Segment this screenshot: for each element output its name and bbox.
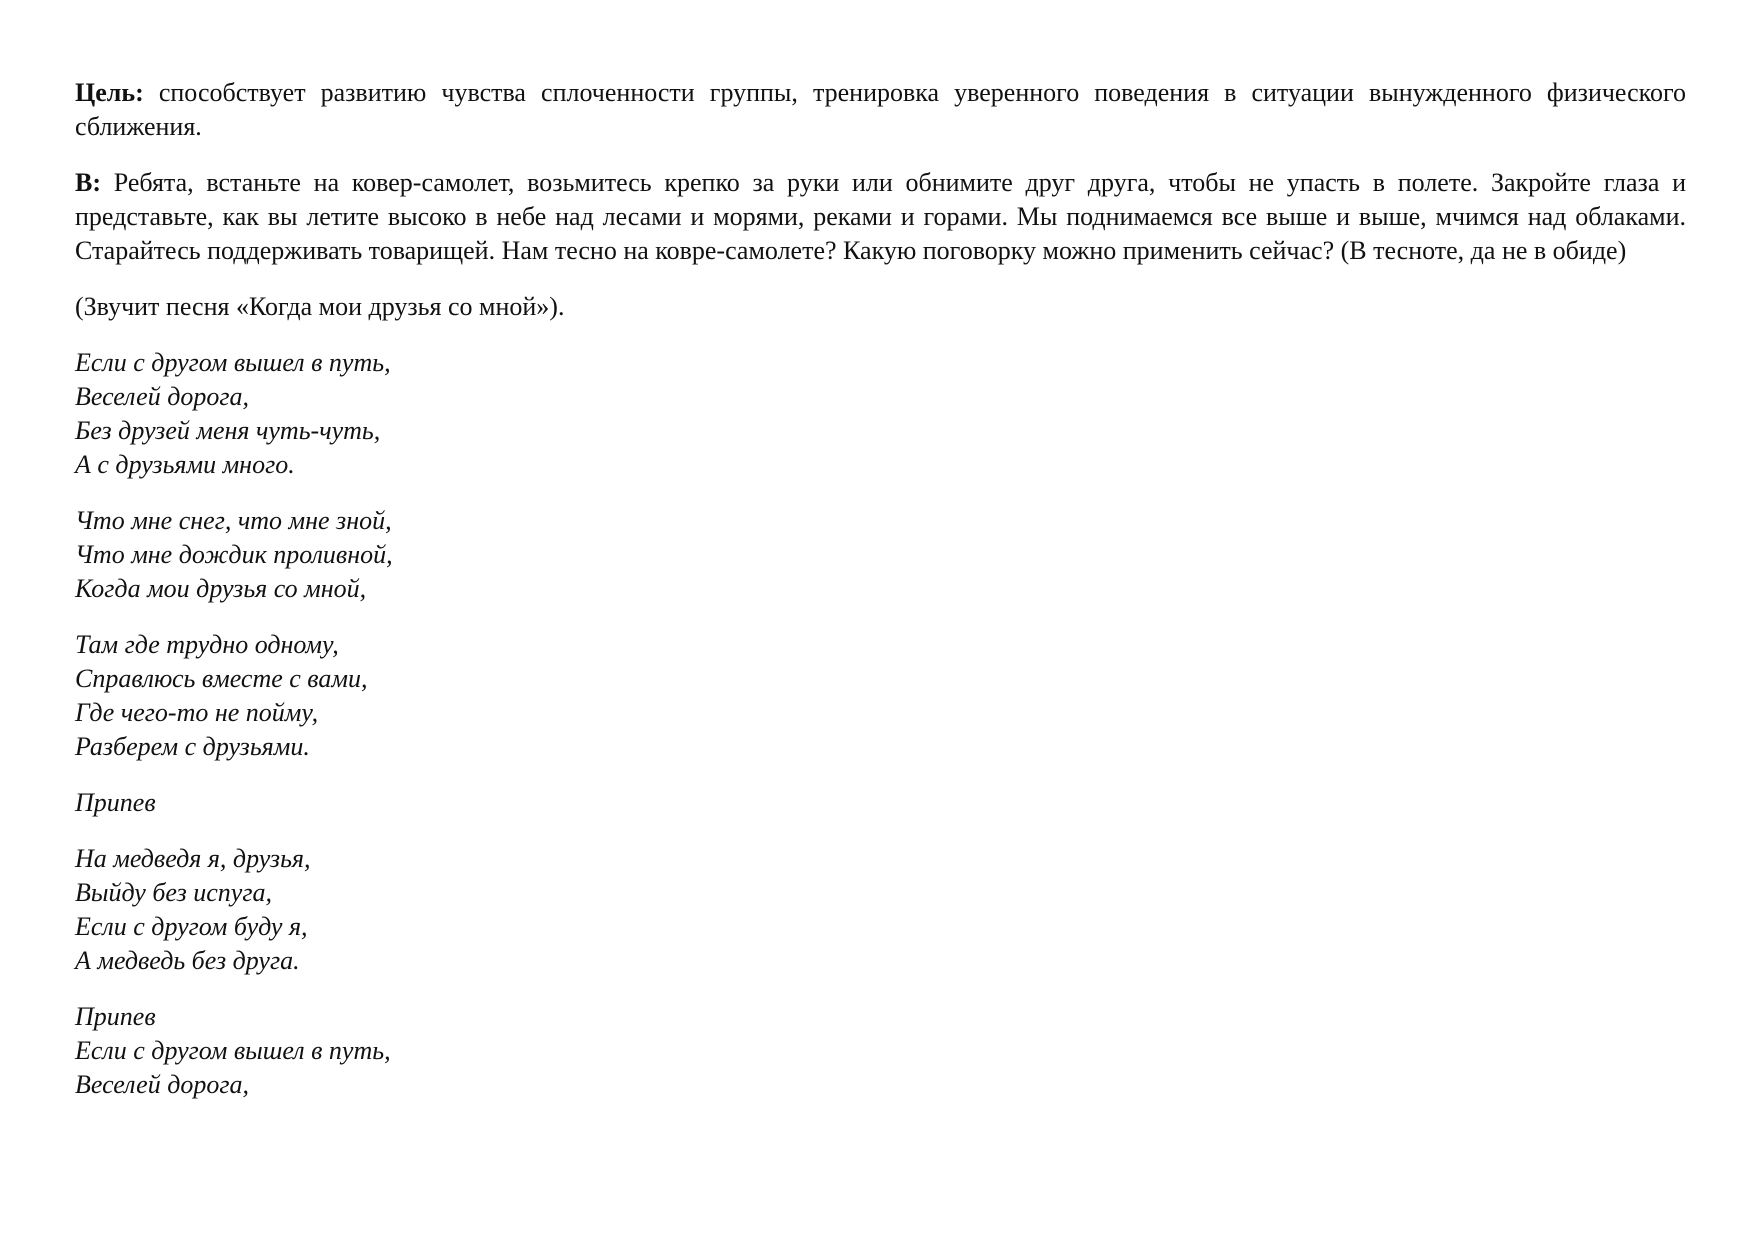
teacher-paragraph (75, 166, 1686, 268)
song-note: (Звучит песня «Когда мои друзья со мной»). (75, 292, 565, 321)
lyric-line: Когда мои друзья со мной, (75, 574, 367, 603)
lyric-line: Веселей дорога, (75, 382, 249, 411)
lyric-line: Припев (75, 1002, 156, 1031)
lyric-line: Где чего-то не пойму, (75, 698, 319, 727)
lyric-line: Справлюсь вместе с вами, (75, 664, 368, 693)
teacher-text: Ребята, встаньте на ковер-самолет, возьмитесь крепко за руки или обнимите друг друга, чтобы не упасть в полете. Закройте глаза и представьте, как вы летите высоко в небе над лесами и морями, реками и горами. Мы поднимаемся все выше и выше, мчимся над облаками. Старайтесь поддерживать товарищей. Нам тесно на ковре-самолете? Какую поговорку можно применить сейчас? (В тесноте, да не в обиде) (75, 168, 1686, 265)
stanza-5 (75, 1000, 1686, 1102)
goal-paragraph (75, 76, 1686, 144)
lyric-line: Что мне снег, что мне зной, (75, 506, 392, 535)
lyric-line: На медведя я, друзья, (75, 844, 311, 873)
chorus-marker (75, 786, 1686, 820)
lyric-line: Если с другом вышел в путь, (75, 348, 391, 377)
lyric-line: Если с другом вышел в путь, (75, 1036, 391, 1065)
lyric-line: Без друзей меня чуть-чуть, (75, 416, 381, 445)
lyric-line: Там где трудно одному, (75, 630, 339, 659)
goal-label: Цель: (75, 78, 144, 107)
lyric-line: А с друзьями много. (75, 450, 295, 479)
lyric-line: Если с другом буду я, (75, 912, 308, 941)
stanza-4 (75, 842, 1686, 978)
stanza-3 (75, 628, 1686, 764)
teacher-label: В: (75, 168, 101, 197)
lyric-line: Выйду без испуга, (75, 878, 272, 907)
document-page (75, 76, 1686, 1102)
lyric-line: Припев (75, 788, 156, 817)
lyric-line: Что мне дождик проливной, (75, 540, 393, 569)
lyric-line: А медведь без друга. (75, 946, 300, 975)
goal-text: способствует развитию чувства сплоченности группы, тренировка уверенного поведения в ситуации вынужденного физического сближения. (75, 78, 1686, 141)
stanza-2 (75, 504, 1686, 606)
stanza-1 (75, 346, 1686, 482)
lyric-line: Веселей дорога, (75, 1070, 249, 1099)
lyric-line: Разберем с друзьями. (75, 732, 310, 761)
